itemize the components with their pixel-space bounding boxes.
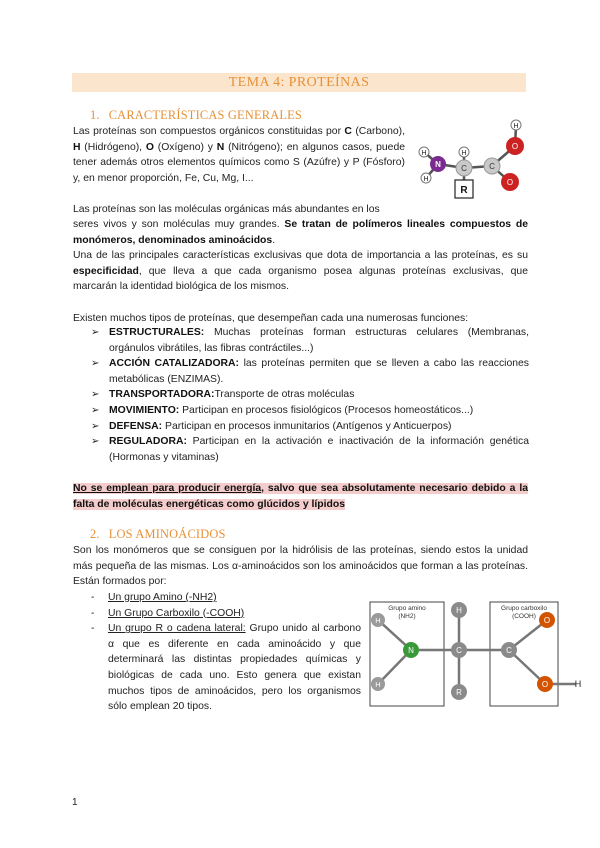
section-1-para-3	[73, 248, 528, 295]
bold-text: C	[344, 126, 352, 137]
energy-note-rest: , salvo que sea absolutamente necesario debido a la falta de moléculas energéticas como glúcidos y lípidos	[73, 483, 528, 510]
amino-part-item: - Un grupo Amino (-NH2)	[91, 590, 361, 606]
svg-text:H: H	[456, 606, 462, 615]
oxygen-atom	[501, 173, 519, 191]
svg-text:Grupo amino: Grupo amino	[388, 605, 426, 612]
function-item: ➢ ACCIÓN CATALIZADORA: las proteínas permiten que se lleven a cabo las reacciones metabólicas (ENZIMAS).	[93, 356, 529, 387]
function-item: ➢ TRANSPORTADORA:Transporte de otras moléculas	[93, 387, 529, 403]
carbon-atom	[501, 642, 517, 658]
section-1-title: CARACTERÍSTICAS GENERALES	[108, 108, 302, 122]
section-1-para-2a: Las proteínas son las moléculas orgánicas más abundantes en los	[73, 204, 380, 215]
svg-text:H: H	[421, 150, 427, 157]
function-item: ➢ DEFENSA: Participan en procesos inmunitarios (Antígenos y Anticuerpos)	[93, 419, 529, 435]
text-run: .	[272, 234, 276, 246]
hydrogen-atom	[421, 173, 431, 183]
svg-text:O: O	[541, 680, 549, 689]
nitrogen-atom	[403, 642, 419, 658]
svg-text:H: H	[423, 176, 429, 183]
svg-text:H: H	[574, 679, 582, 689]
section-2-number: 2.	[90, 527, 100, 541]
functions-list	[93, 325, 529, 465]
text-run: Las proteínas son compuestos orgánicos constituidas por	[73, 126, 345, 137]
svg-text:H: H	[513, 123, 519, 130]
carbon-atom	[484, 158, 500, 174]
carbon-alpha-atom	[451, 642, 467, 658]
section-2-para-1: Son los monómeros que se consiguen por la hidrólisis de las proteínas, siendo estos la unidad más pequeña de las mismas. Los α-aminoácidos son los aminoácidos que forman a las proteínas. Están formados por:	[73, 545, 528, 588]
section-1-heading	[90, 108, 302, 124]
r-group-box	[455, 180, 473, 198]
function-item: ➢ ESTRUCTURALES: Muchas proteínas forman estructuras celulares (Membranas, orgánulos vibrátiles, las fibras contráctiles...)	[93, 325, 529, 356]
hydrogen-atom	[371, 677, 385, 691]
page-number: 1	[72, 797, 78, 808]
hydrogen-atom	[451, 602, 467, 618]
svg-text:H: H	[461, 150, 467, 157]
energy-note	[73, 481, 528, 512]
oxygen-atom	[537, 676, 553, 692]
page-title: TEMA 4: PROTEÍNAS	[228, 75, 370, 90]
oxygen-atom	[506, 137, 524, 155]
svg-text:(COOH): (COOH)	[512, 613, 536, 620]
hydrogen-atom	[371, 613, 385, 627]
text-run: (Oxígeno) y	[153, 141, 217, 153]
svg-text:O: O	[511, 142, 519, 151]
svg-text:(NH2): (NH2)	[398, 613, 416, 620]
text-run: , que lleva a que cada organismo posea algunas proteínas exclusivas, que marcarán la identidad biológica de los mismos.	[73, 265, 528, 293]
svg-text:O: O	[506, 178, 514, 187]
hydrogen-atom	[575, 679, 582, 689]
section-1-para-1	[73, 124, 405, 186]
text-run: (Hidrógeno),	[80, 141, 146, 153]
bold-text: N	[216, 141, 225, 153]
function-item: ➢ REGULADORA: Participan en la activación e inactivación de la información genética (Hormonas y vitaminas)	[93, 434, 529, 465]
svg-text:R: R	[460, 185, 468, 196]
section-1-number: 1.	[90, 108, 100, 122]
text-run: Una de las principales características exclusivas que dota de importancia a las proteínas, es su	[73, 250, 528, 261]
svg-text:H: H	[375, 616, 381, 625]
svg-text:O: O	[543, 616, 551, 625]
section-1-para-2b	[73, 217, 528, 248]
svg-text:C: C	[456, 646, 462, 655]
text-run: seres vivos y son moléculas muy grandes.	[73, 219, 285, 230]
amino-acid-diagram-large	[364, 598, 596, 716]
svg-text:C: C	[461, 164, 467, 173]
r-group-atom	[451, 684, 467, 700]
svg-text:N: N	[408, 646, 414, 655]
svg-text:C: C	[506, 646, 512, 655]
carbon-alpha-atom	[456, 160, 472, 176]
svg-text:Grupo carboxilo: Grupo carboxilo	[501, 605, 547, 612]
oxygen-atom	[539, 612, 555, 628]
functions-intro: Existen muchos tipos de proteínas, que desempeñan cada una numerosas funciones:	[73, 313, 469, 324]
amino-parts-list	[91, 590, 361, 715]
nitrogen-atom	[430, 156, 446, 172]
energy-note-underlined: No se emplean para producir energía	[73, 483, 262, 494]
hydrogen-atom	[511, 120, 521, 130]
bold-text: O	[145, 141, 154, 153]
section-2-heading	[90, 527, 226, 543]
amino-part-item: - Un grupo R o cadena lateral: Grupo unido al carbono α que es diferente en cada aminoácido y que determinará las distintas propiedades químicas y biológicas de cada uno. Esto genera que existan muchos tipos de aminoácidos, pero los organismos sólo emplean 20 tipos.	[91, 621, 361, 715]
hydrogen-atom	[419, 147, 429, 157]
title-bar	[72, 73, 526, 92]
amino-acid-diagram-small	[412, 114, 538, 200]
bold-text: Se tratan de polímeros lineales compuestos de monómeros, denominados aminoácidos	[73, 219, 528, 246]
svg-text:C: C	[489, 162, 495, 171]
bold-text: especificidad	[73, 265, 139, 277]
text-run: (Carbono),	[351, 126, 405, 137]
svg-text:N: N	[435, 160, 441, 169]
section-2-title: LOS AMINOÁCIDOS	[108, 527, 226, 541]
function-item: ➢ MOVIMIENTO: Participan en procesos fisiológicos (Procesos homeostáticos...)	[93, 403, 529, 419]
hydrogen-atom	[459, 147, 469, 157]
text-run: (Nitrógeno); en algunos casos, puede tener además otros elementos químicos como S (Azúfre) y P (Fósforo) y, en menor proporción, Fe, Cu, Mg, I...	[73, 141, 406, 184]
svg-text:H: H	[375, 680, 381, 689]
amino-part-item: - Un Grupo Carboxilo (-COOH)	[91, 606, 361, 622]
svg-text:R: R	[456, 688, 462, 697]
bold-text: H	[73, 141, 81, 153]
